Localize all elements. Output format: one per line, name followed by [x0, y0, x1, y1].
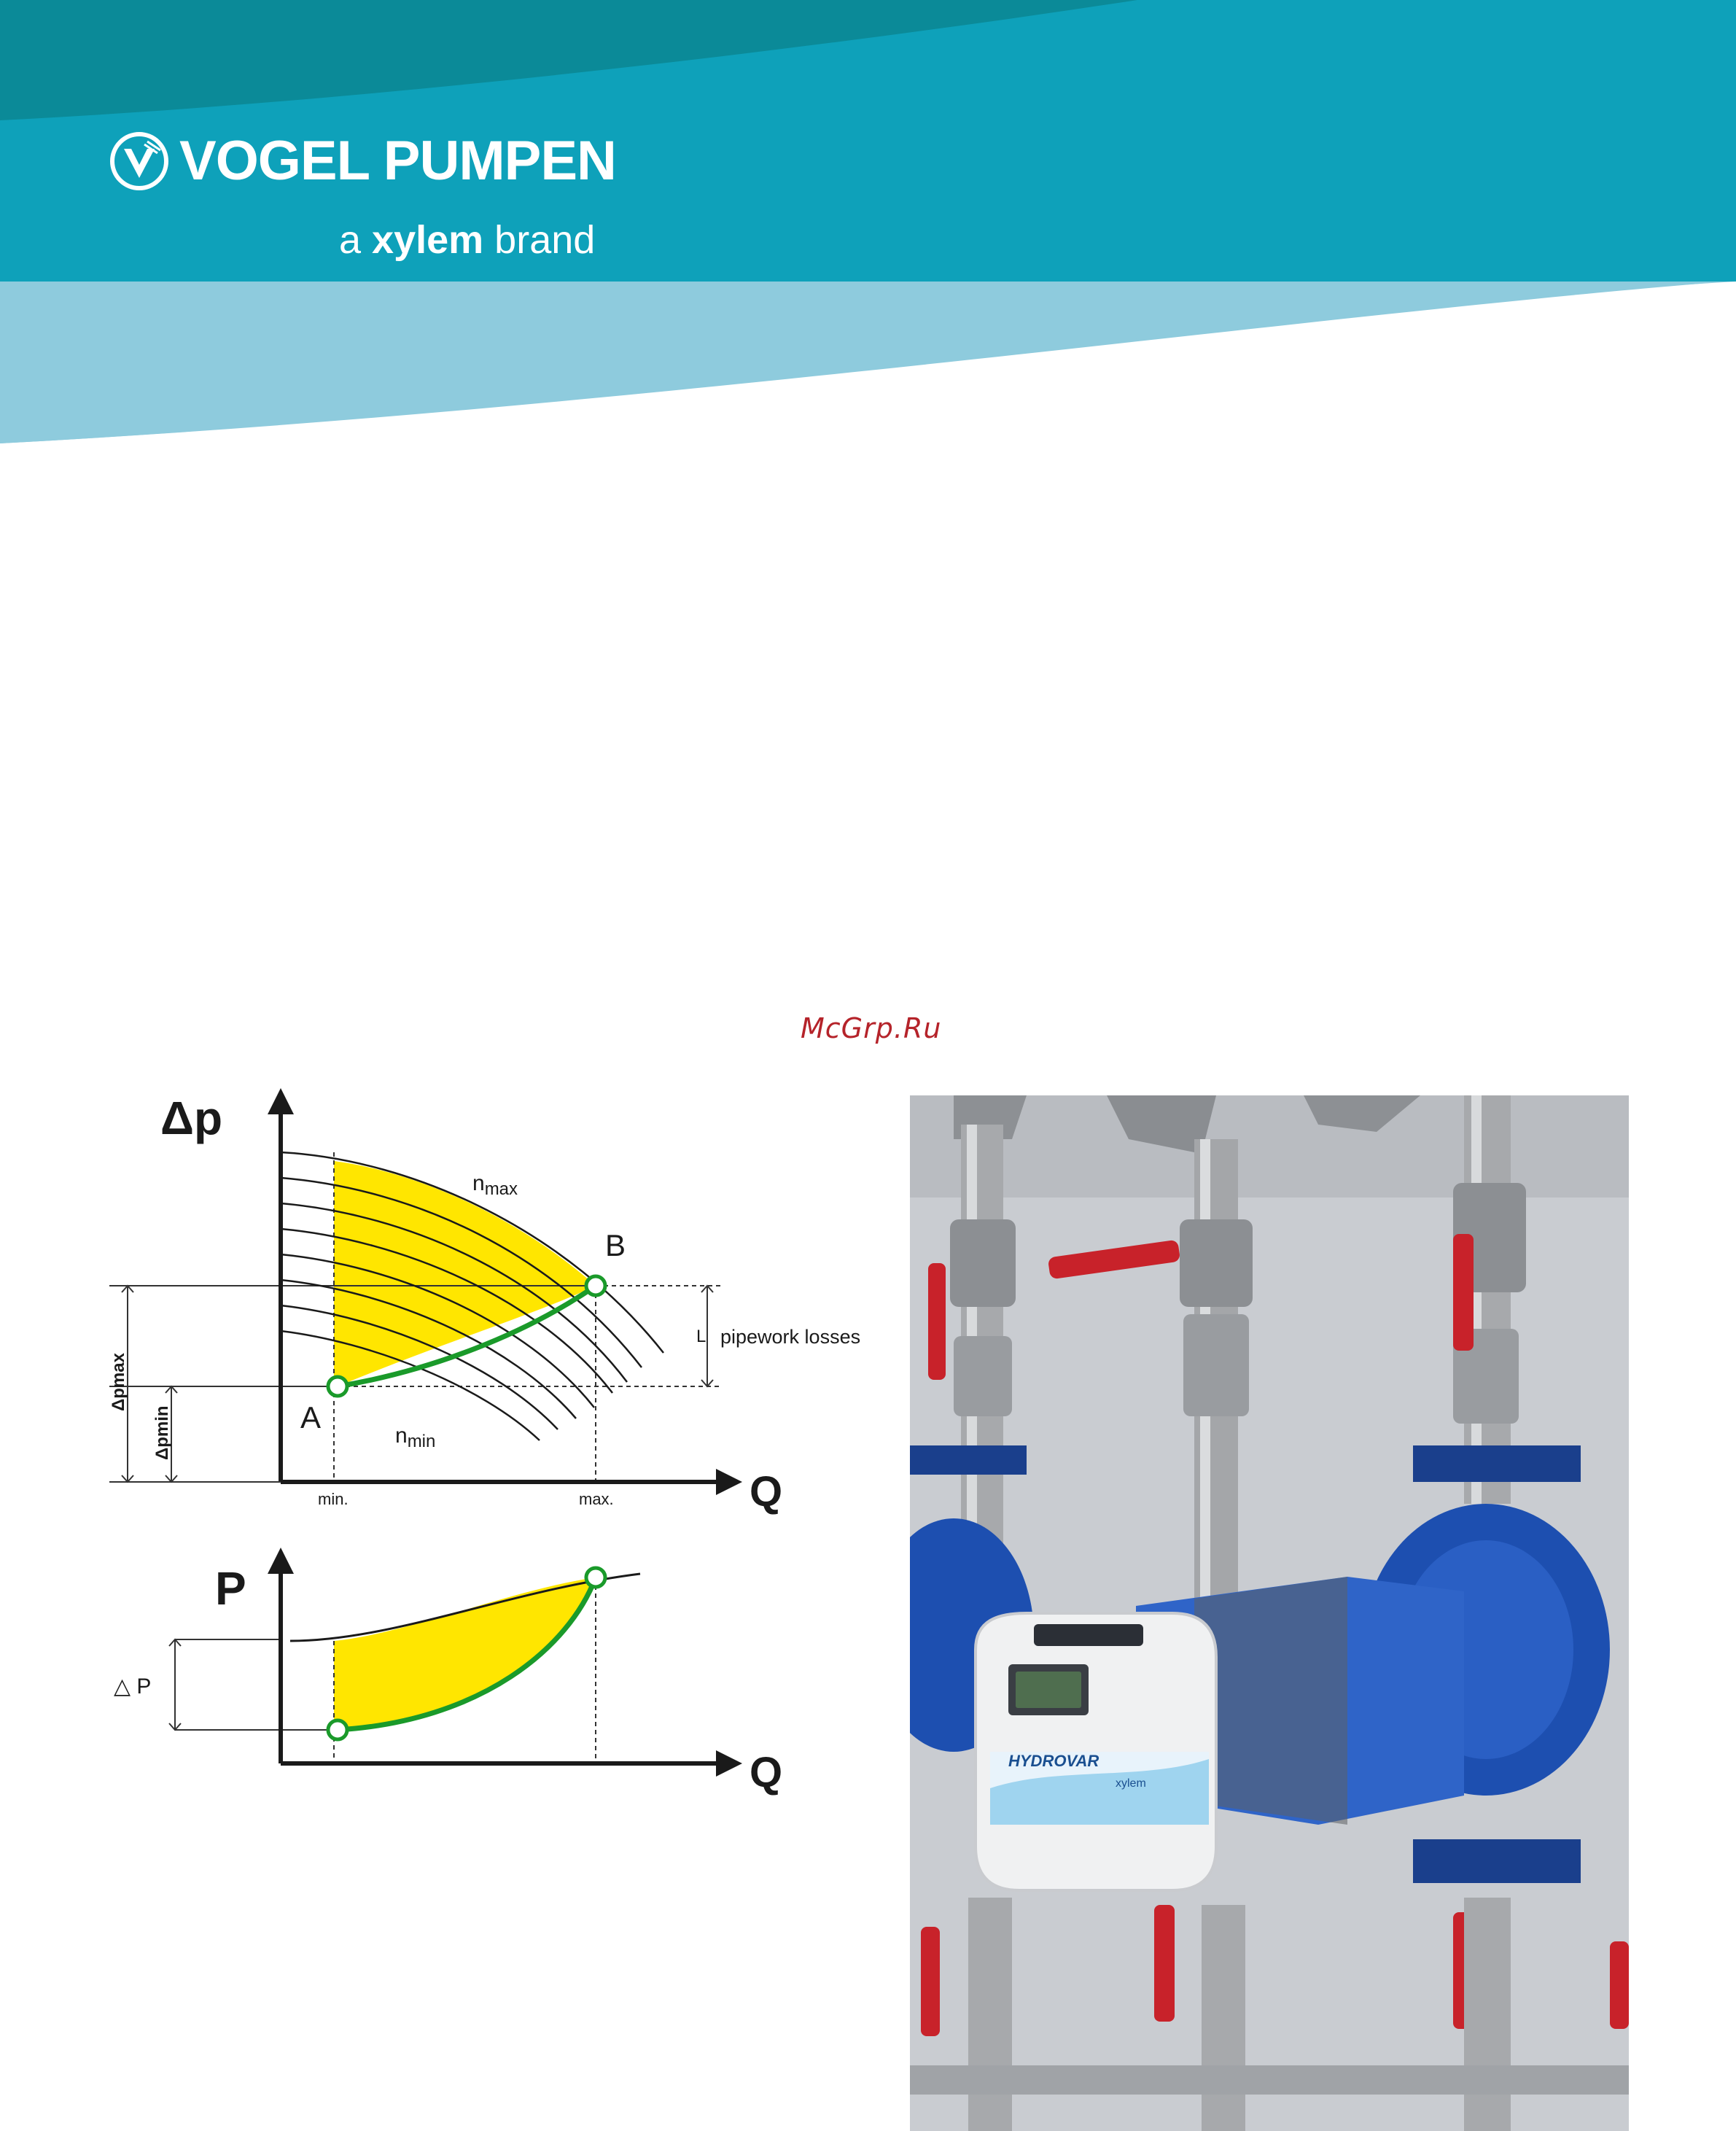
- nmax-label: [472, 1171, 518, 1199]
- bottom-point-max: [586, 1568, 605, 1587]
- bottom-y-axis-label: P: [215, 1562, 246, 1615]
- nmin-sub: min: [407, 1432, 436, 1451]
- pump-control-diagram: [102, 1079, 868, 1801]
- pipework-label: pipework losses: [720, 1326, 861, 1348]
- dim-l-label: L: [696, 1327, 707, 1346]
- tick-min-label: min.: [318, 1490, 349, 1508]
- dim-dp-label: △ P: [114, 1674, 152, 1699]
- bottom-chart: [114, 1561, 782, 1796]
- bottom-point-min: [328, 1720, 347, 1739]
- tick-max-label: max.: [579, 1490, 614, 1508]
- nmin-label: [395, 1424, 435, 1451]
- controller-label: HYDROVAR: [1008, 1752, 1099, 1770]
- nmin-main: n: [395, 1424, 408, 1448]
- bottom-fill-area: [334, 1577, 596, 1730]
- vogel-logo-icon: [109, 131, 169, 191]
- brand-name: VOGEL PUMPEN: [179, 130, 616, 192]
- pump-photo: [910, 1095, 1629, 2131]
- top-x-axis-label: Q: [750, 1468, 783, 1515]
- tagline-brand: xylem: [372, 218, 484, 262]
- tagline-suffix: brand: [483, 218, 596, 262]
- bottom-x-axis-label: Q: [750, 1749, 783, 1796]
- nmax-main: n: [472, 1171, 485, 1195]
- top-y-axis-label: Δp: [160, 1092, 223, 1144]
- dim-pmin-label: Δpmin: [152, 1405, 172, 1460]
- header-light-wave-2: [0, 282, 1736, 443]
- brand-tagline: [339, 217, 595, 263]
- dim-pmax-label: Δpmax: [109, 1353, 128, 1411]
- tagline-prefix: a: [339, 218, 373, 262]
- top-chart: [109, 1092, 860, 1515]
- point-b-marker: [586, 1276, 605, 1295]
- header-banner: [0, 0, 1736, 452]
- point-b-label: B: [605, 1228, 626, 1262]
- point-a-label: A: [300, 1400, 322, 1435]
- point-a-marker: [328, 1377, 347, 1396]
- watermark: McGrp.Ru: [801, 1012, 942, 1044]
- controller-sub: xylem: [1116, 1777, 1146, 1790]
- nmax-sub: max: [484, 1179, 518, 1199]
